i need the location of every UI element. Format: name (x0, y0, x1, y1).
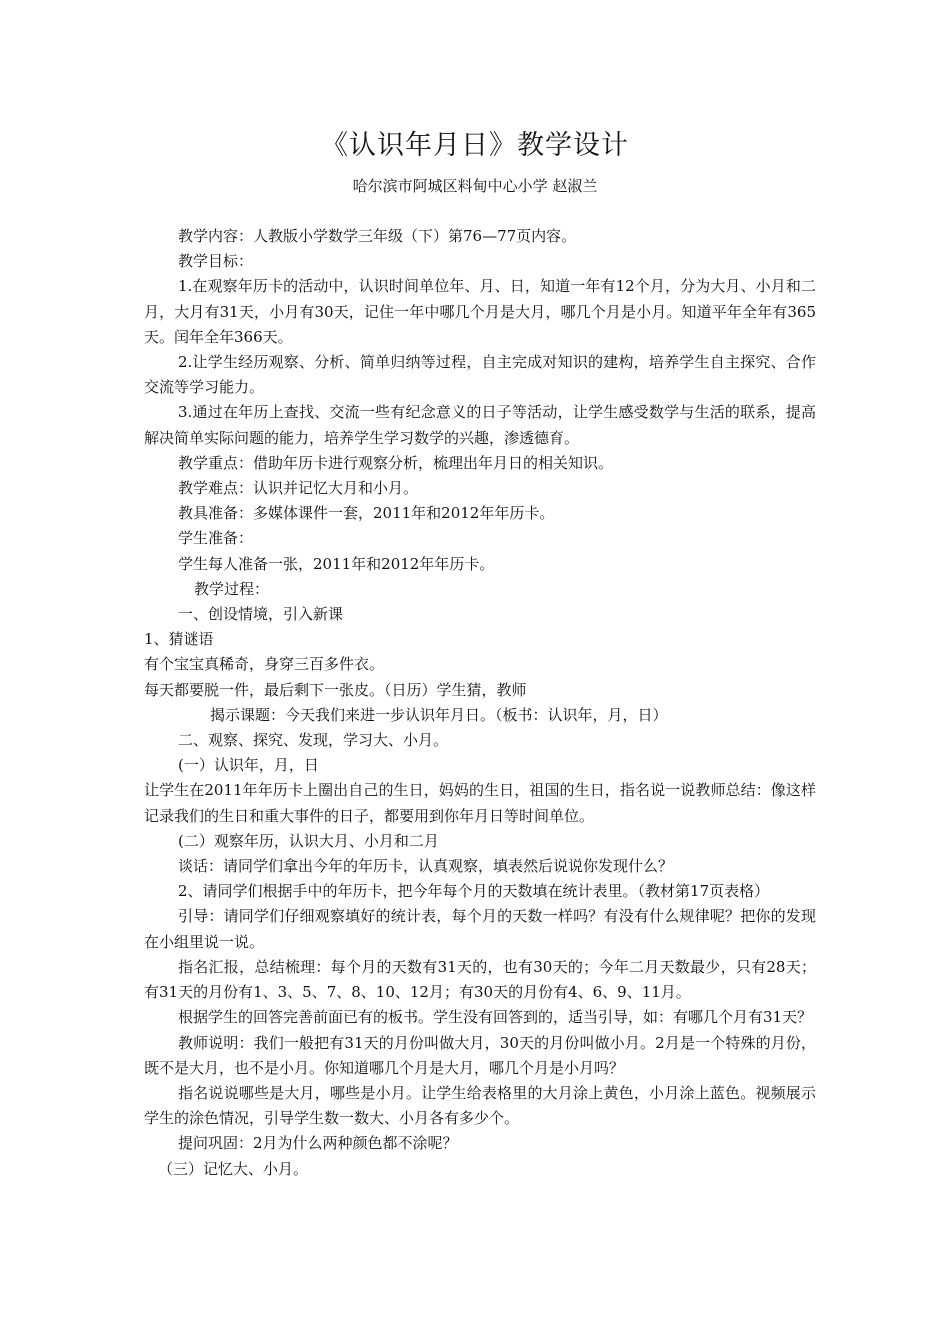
author-line: 哈尔滨市阿城区料甸中心小学 赵淑兰 (352, 177, 598, 195)
paragraph-fill-table: 2、请同学们根据手中的年历卡，把今年每个月的天数填在统计表里。（教材第17页表格） (178, 882, 770, 901)
paragraph-teaching-aids: 教具准备：多媒体课件一套，2011年和2012年年历卡。 (178, 504, 555, 523)
paragraph-talk: 谈话：请同学们拿出今年的年历卡，认真观察，填表然后说说你发现什么？ (178, 857, 674, 876)
paragraph-objective-1: 1.在观察年历卡的活动中，认识时间单位年、月、日，知道一年有12个月，分为大月、小月和二月，大月有31天，小月有30天，记住一年中哪几个月是大月，哪几个月是小月。知道平年全年有365天。闰年全年366天。 (144, 277, 816, 346)
subsection-heading-2: (二）观察年历，认识大月、小月和二月 (178, 831, 439, 850)
paragraph-riddle-line-2: 每天都要脱一件，最后剩下一张皮。（日历）学生猜，教师 (144, 680, 527, 699)
paragraph-reveal-topic: 揭示课题：今天我们来进一步认识年月日。（板书：认识年，月，日） (210, 705, 668, 724)
section-heading-1: 一、创设情境，引入新课 (178, 605, 344, 624)
paragraph-birthday-activity: 让学生在2011年年历卡上圈出自己的生日，妈妈的生日，祖国的生日，指名说一说教师总结：像这样记录我们的生日和重大事件的日子，都要用到你年月日等时间单位。 (144, 781, 816, 825)
paragraph-riddle-line-1: 有个宝宝真稀奇，身穿三百多件衣。 (144, 655, 385, 674)
paragraph-summary: 指名汇报，总结梳理：每个月的天数有31天的，也有30天的；今年二月天数最少，只有28天；有31天的月份有1、3、5、7、8、10、12月；有30天的月份有4、6、9、11月。 (144, 957, 816, 1002)
subsection-heading-1: (一）认识年，月，日 (178, 756, 319, 775)
document-title: 《认识年月日》教学设计 (321, 130, 629, 161)
paragraph-key-point: 教学重点：借助年历卡进行观察分析，梳理出年月日的相关知识。 (178, 453, 614, 472)
paragraph-board-writing: 根据学生的回答完善前面已有的板书。学生没有回答到的，适当引导，如：有哪几个月有31天？ (178, 1008, 813, 1027)
paragraph-teacher-explain: 教师说明：我们一般把有31天的月份叫做大月，30天的月份叫做小月。2月是一个特殊的月份，既不是大月，也不是小月。你知道哪几个月是大月，哪几个月是小月吗？ (144, 1033, 816, 1077)
paragraph-student-prep: 学生每人准备一张，2011年和2012年年历卡。 (178, 554, 495, 573)
paragraph-objective-2: 2.让学生经历观察、分析、简单归纳等过程，自主完成对知识的建构，培养学生自主探究、合作交流等学习能力。 (144, 353, 816, 397)
paragraph-consolidate: 提问巩固：2月为什么两种颜色都不涂呢？ (178, 1134, 458, 1153)
paragraph-teaching-content: 教学内容：人教版小学数学三年级（下）第76—77页内容。 (178, 227, 577, 245)
paragraph-process-heading: 教学过程： (194, 579, 270, 598)
paragraph-objective-3: 3.通过在年历上查找、交流一些有纪念意义的日子等活动，让学生感受数学与生活的联系，提高解决简单实际问题的能力，培养学生学习数学的兴趣，渗透德育。 (144, 403, 816, 447)
subsection-heading-3: （三）记忆大、小月。 (158, 1159, 309, 1178)
document-body (144, 224, 816, 1182)
paragraph-guide: 引导：请同学们仔细观察填好的统计表，每个月的天数一样吗？有没有什么规律呢？把你的发现在小组里说一说。 (144, 907, 816, 951)
paragraph-coloring: 指名说说哪些是大月，哪些是小月。让学生给表格里的大月涂上黄色，小月涂上蓝色。视频展示学生的涂色情况，引导学生数一数大、小月各有多少个。 (144, 1083, 816, 1128)
section-heading-2: 二、观察、探究、发现，学习大、小月。 (178, 731, 449, 750)
paragraph-objectives-heading: 教学目标： (178, 252, 254, 271)
paragraph-difficulty: 教学难点：认识并记忆大月和小月。 (178, 479, 419, 498)
paragraph-riddle-heading: 1、猜谜语 (144, 630, 214, 649)
paragraph-student-prep-heading: 学生准备： (178, 529, 254, 548)
